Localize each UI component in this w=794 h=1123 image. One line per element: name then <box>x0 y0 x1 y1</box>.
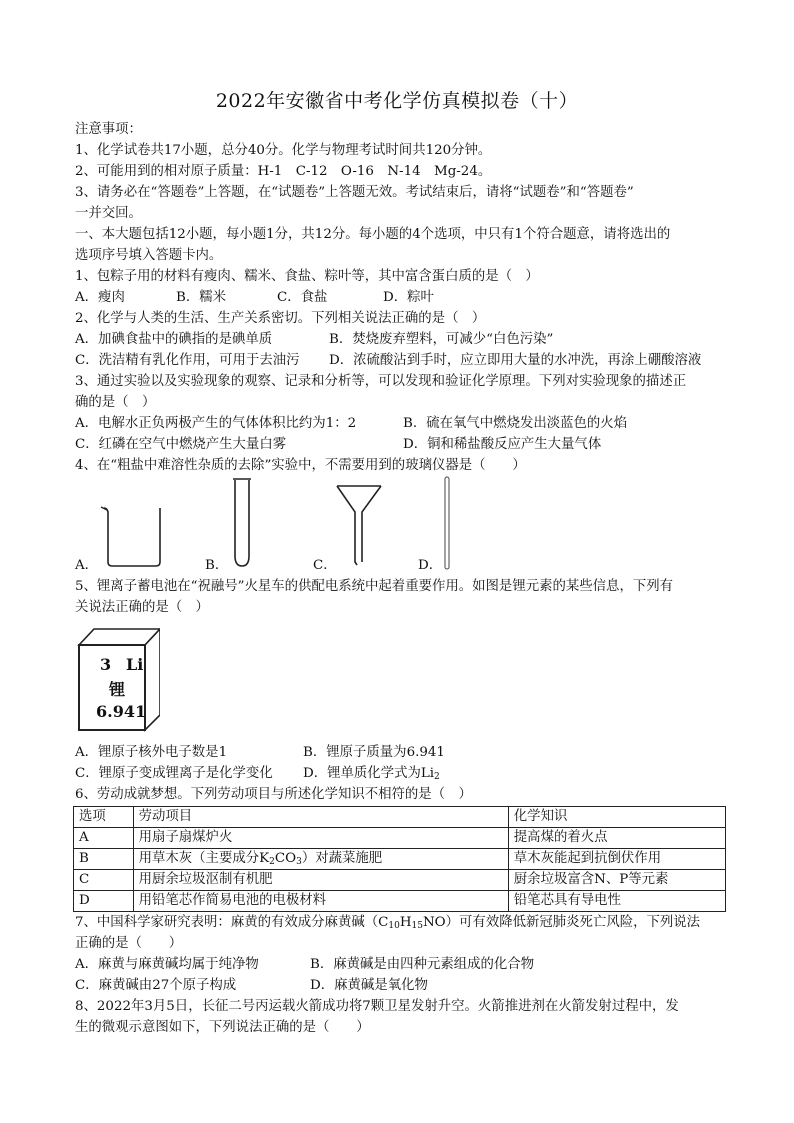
element-symbol: Li <box>126 655 144 674</box>
q7-stem-text: 7、中国科学家研究表明：麻黄的有效成分麻黄碱（C <box>75 915 389 930</box>
page-title: 2022年安徽省中考化学仿真模拟卷（十） <box>215 90 579 112</box>
q2-stem: 2、化学与人类的生活、生产关系密切。下列相关说法正确的是（ ） <box>75 311 486 326</box>
note-3: 3、请务必在“答题卷”上答题，在“试题卷”上答题无效。考试结束后，请将“试题卷”和“答题卷” <box>75 185 634 200</box>
q5-option-a: A．锂原子核外电子数是1 <box>75 745 228 760</box>
table-cell-knowledge: 厨余垃圾富含N、P等元素 <box>508 870 725 891</box>
q6-stem: 6、劳动成就梦想。下列劳动项目与所述化学知识不相符的是（ ） <box>75 787 472 802</box>
test-tube-icon <box>233 479 251 566</box>
q3-option-d: D．铜和稀盐酸反应产生大量气体 <box>403 437 602 452</box>
table-cell-knowledge: 铅笔芯具有导电性 <box>508 891 725 912</box>
subscript: 2 <box>269 857 275 867</box>
funnel-icon <box>337 486 381 565</box>
q1-option-d: D．粽叶 <box>383 290 434 305</box>
subscript: 10 <box>388 921 400 931</box>
q8-stem-cont: 生的微观示意图如下，下列说法正确的是（ ） <box>75 1020 370 1035</box>
q5-stem: 5、锂离子蓄电池在“祝融号”火星车的供配电系统中起着重要作用。如图是锂元素的某些信息，下列有 <box>75 579 674 594</box>
q4-apparatus-figure <box>0 470 794 580</box>
q7-stem-text: NO）可有效降低新冠肺炎死亡风险，下列说法 <box>422 915 701 930</box>
q3-option-c: C．红磷在空气中燃烧产生大量白雾 <box>75 437 287 452</box>
q2-option-c: C．洗洁精有乳化作用，可用于去油污 <box>75 353 300 368</box>
q2-option-a: A．加碘食盐中的碘指的是碘单质 <box>75 332 273 347</box>
table-cell-option: B <box>74 849 134 870</box>
q2-option-d: D．浓硫酸沾到手时，应立即用大量的水冲洗，再涂上硼酸溶液 <box>329 353 702 368</box>
table-cell-item <box>133 849 508 870</box>
q5-stem-cont: 关说法正确的是（ ） <box>75 600 209 615</box>
note-2: 2、可能用到的相对原子质量：H-1 C-12 O-16 N-14 Mg-24。 <box>75 164 492 179</box>
table-row <box>74 891 726 912</box>
q1-option-a: A．瘦肉 <box>75 290 125 305</box>
table-cell-item: 用厨余垃圾沤制有机肥 <box>133 870 508 891</box>
q6-table <box>73 806 726 912</box>
table-header-row <box>74 807 726 828</box>
item-text: CO <box>274 851 297 866</box>
q1-option-c: C．食盐 <box>277 290 328 305</box>
q5-option-d-text: D．锂单质化学式为Li <box>303 766 435 781</box>
q4-option-c: C． <box>313 558 337 573</box>
notes-heading: 注意事项： <box>75 122 142 137</box>
table-cell-option: A <box>74 828 134 849</box>
q4-stem: 4、在“粗盐中难溶性杂质的去除”实验中，不需要用到的玻璃仪器是（ ） <box>75 458 526 473</box>
q7-option-b: B．麻黄碱是由四种元素组成的化合物 <box>310 957 535 972</box>
q5-option-c: C．锂原子变成锂离子是化学变化 <box>75 766 273 781</box>
subscript: 3 <box>296 857 302 867</box>
q4-option-a: A． <box>75 558 99 573</box>
q7-stem-text: H <box>399 915 412 930</box>
glass-rod-icon <box>445 477 449 569</box>
q7-option-c: C．麻黄碱由27个原子构成 <box>75 978 237 993</box>
table-cell-knowledge: 草木灰能起到抗倒伏作用 <box>508 849 725 870</box>
q5-option-d <box>303 764 440 783</box>
q7-stem-cont: 正确的是（ ） <box>75 936 183 951</box>
table-row <box>74 870 726 891</box>
table-header: 选项 <box>74 807 134 828</box>
note-1: 1、化学试卷共17小题，总分40分。化学与物理考试时间共120分钟。 <box>75 143 492 158</box>
element-name: 锂 <box>109 680 126 699</box>
table-row <box>74 849 726 870</box>
note-3-cont: 一并交回。 <box>75 206 142 221</box>
subscript: 15 <box>411 921 423 931</box>
q3-option-a: A．电解水正负两极产生的气体体积比约为1：2 <box>75 416 357 431</box>
table-row <box>74 828 726 849</box>
q8-stem: 8、2022年3月5日，长征二号丙运载火箭成功将7颗卫星发射升空。火箭推进剂在火箭发射过程中，发 <box>75 999 679 1014</box>
table-cell-item: 用铅笔芯作简易电池的电极材料 <box>133 891 508 912</box>
item-text: ）对蔬菜施肥 <box>301 851 383 866</box>
q2-option-b: B．焚烧废弃塑料，可减少“白色污染” <box>329 332 554 347</box>
q7-option-a: A．麻黄与麻黄碱均属于纯净物 <box>75 957 259 972</box>
table-cell-option: D <box>74 891 134 912</box>
q3-stem-cont: 确的是（ ） <box>75 395 156 410</box>
q5-option-b: B．锂原子质量为6.941 <box>303 745 445 760</box>
element-mass: 6.941 <box>96 702 147 721</box>
item-text: 用草木灰（主要成分K <box>138 851 270 866</box>
q1-option-b: B．糯米 <box>176 290 227 305</box>
section-1-instructions: 一、本大题包括12小题，每小题1分，共12分。每小题的4个选项，中只有1个符合题意，请将选出的 <box>75 227 671 242</box>
table-cell-option: C <box>74 870 134 891</box>
q7-stem <box>75 913 700 932</box>
q3-stem: 3、通过实验以及实验现象的观察、记录和分析等，可以发现和验证化学原理。下列对实验现象的描述正 <box>75 374 687 389</box>
q4-option-b: B． <box>205 558 229 573</box>
q7-option-d: D．麻黄碱是氧化物 <box>310 978 428 993</box>
section-1-instructions-cont: 选项序号填入答题卡内。 <box>75 248 223 263</box>
subscript: 2 <box>434 772 440 782</box>
table-header: 化学知识 <box>508 807 725 828</box>
table-cell-item: 用扇子扇煤炉火 <box>133 828 508 849</box>
beaker-icon <box>101 507 160 566</box>
lithium-element-card <box>70 625 160 739</box>
table-cell-knowledge: 提高煤的着火点 <box>508 828 725 849</box>
element-number: 3 <box>100 655 112 674</box>
q3-option-b: B．硫在氧气中燃烧发出淡蓝色的火焰 <box>403 416 628 431</box>
q4-option-d: D． <box>418 558 443 573</box>
table-header: 劳动项目 <box>133 807 508 828</box>
q1-stem: 1、包粽子用的材料有瘦肉、糯米、食盐、粽叶等，其中富含蛋白质的是（ ） <box>75 269 539 284</box>
